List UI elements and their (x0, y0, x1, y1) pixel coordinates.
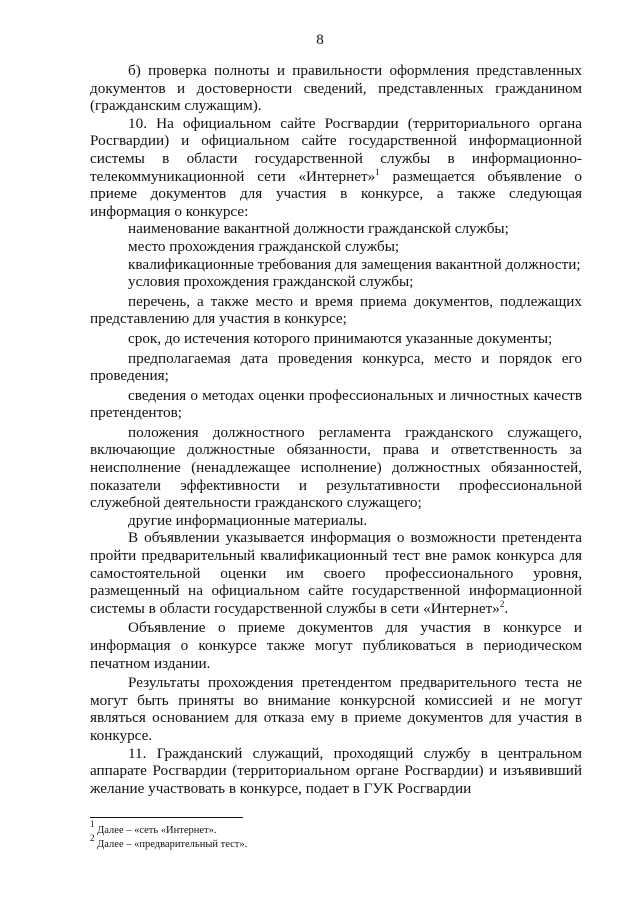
list-item-contest-date: предполагаемая дата проведения конкурса, место и порядок его проведения; (90, 349, 582, 385)
paragraph-announcement: Объявление о приеме документов для участия в конкурсе и информация о конкурсе также могут публиковаться в периодическом печатном издании. (90, 619, 582, 672)
list-item-qualification: квалификационные требования для замещения вакантной должности; (128, 255, 581, 273)
footnote-2-text: Далее – «предварительный тест». (94, 839, 248, 850)
paragraph-10-text: 10. На официальном сайте Росгвардии (территориального органа Росгвардии) и официальном сайте государственной информационной системы в области государственной службы в информационно-телекоммуникационной сети «Интернет» (90, 114, 582, 185)
paragraph-test-info (90, 529, 582, 617)
list-item-vacancy-name: наименование вакантной должности гражданской службы; (128, 220, 509, 238)
footnote-2 (90, 833, 582, 852)
footnotes (90, 819, 582, 852)
paragraph-10-tail: размещается объявление о приеме документов для участия в конкурсе, а также следующая информация о конкурсе: (90, 167, 583, 220)
footnote-1-mark: 1 (90, 819, 95, 829)
paragraph-11: 11. Гражданский служащий, проходящий службу в центральном аппарате Росгвардии (территориальном органе Росгвардии) и изъявивший желание участвовать в конкурсе, подает в ГУК Росгвардии (90, 744, 582, 797)
list-item-other-materials: другие информационные материалы. (128, 511, 368, 529)
paragraph-test-results: Результаты прохождения претендентом предварительного теста не могут быть приняты во внимание конкурсной комиссией и не могут являться основанием для отказа ему в приеме документов для участия в конкурсе. (90, 674, 582, 744)
list-item-conditions: условия прохождения гражданской службы; (128, 273, 414, 291)
page-number: 8 (316, 32, 324, 48)
footnote-divider (90, 817, 243, 818)
footnote-2-mark: 2 (90, 833, 95, 843)
footnote-ref-2: 2 (499, 598, 505, 609)
paragraph-test-info-tail: . (504, 599, 509, 617)
list-item-deadline: срок, до истечения которого принимаются указанные документы; (128, 329, 553, 347)
list-item-regulation: положения должностного регламента гражданского служащего, включающие должностные обязанности, права и ответственность за неисполнение (ненадлежащее исполнение) должностных обязанностей, показатели эффективности и результативности профессиональной служебной деятельности гражданского служащего; (90, 423, 582, 512)
document-body (90, 62, 582, 797)
list-item-service-place: место прохождения гражданской службы; (128, 237, 400, 255)
list-item-evaluation-methods: сведения о методах оценки профессиональных и личностных качеств претендентов; (90, 386, 582, 422)
footnote-1 (90, 819, 582, 838)
footnote-ref-1: 1 (375, 166, 380, 177)
list-item-documents: перечень, а также место и время приема документов, подлежащих представлению для участия в конкурсе; (90, 292, 582, 328)
paragraph-test-info-text: В объявлении указывается информация о возможности претендента пройти предварительный квалификационный тест вне рамок конкурса для самостоятельной оценки им своего профессионального уровня, размещенный на официальном сайте государственной информационной системы в области государственной службы в сети «Интернет» (90, 529, 582, 617)
paragraph-10 (90, 115, 582, 221)
footnote-1-text: Далее – «сеть «Интернет». (94, 825, 217, 836)
paragraph-b-check: б) проверка полноты и правильности оформления представленных документов и достоверности сведений, представленных гражданином (гражданским служащим). (90, 62, 582, 115)
